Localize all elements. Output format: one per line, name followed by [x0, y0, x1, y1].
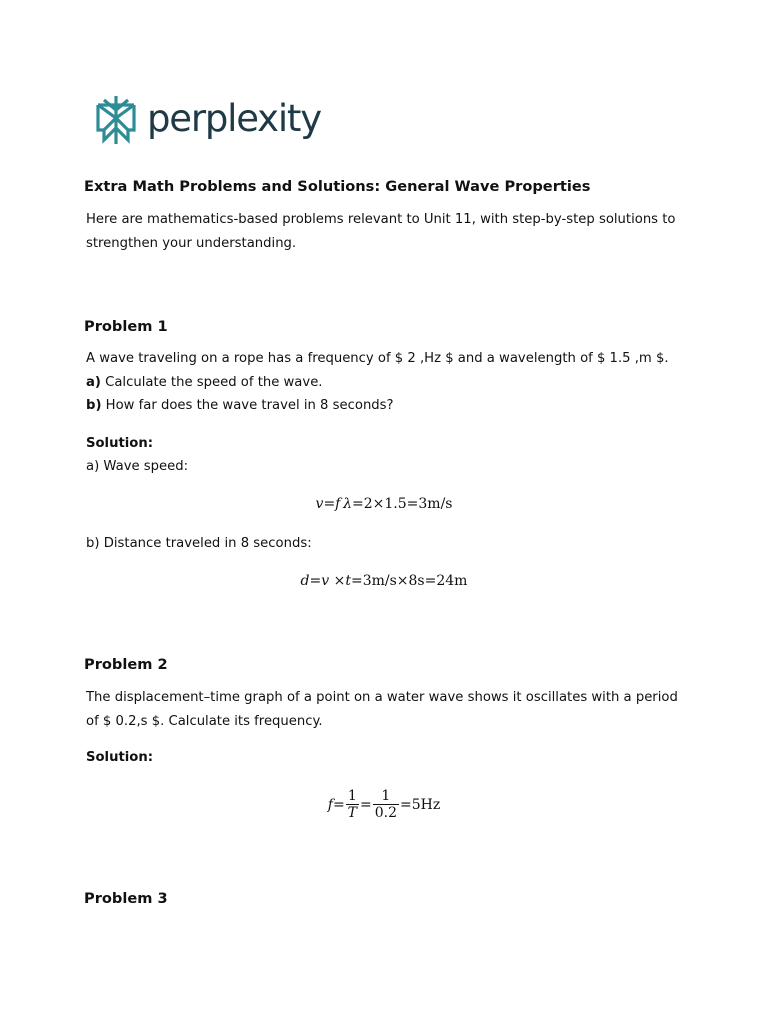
brand-wordmark: perplexity [147, 96, 321, 140]
problem-1-statement: A wave traveling on a rope has a frequency of $ 2 ,Hz $ and a wavelength of $ 1.5 ,m $. [86, 351, 669, 366]
problem-1-part-a [86, 375, 323, 390]
fraction-1-over-T: $\frac{1}{T}$ [347, 788, 358, 821]
intro-paragraph: Here are mathematics-based problems relevant to Unit 11, with step-by-step solutions to strengthen your understanding. [86, 212, 676, 251]
problem-1-solution-label: Solution: [86, 436, 154, 451]
problem-1-part-b [86, 398, 394, 413]
problem-2-statement: The displacement–time graph of a point on a water wave shows it oscillates with a period of $ 0.2,s $. Calculate its frequency. [86, 690, 678, 729]
equation-frequency: f = $\frac{1}{T}$ = $\frac{1}{0.2}$ =5Hz [327, 788, 441, 821]
part-b-text: How far does the wave travel in 8 seconds? [105, 398, 394, 413]
equation-wave-speed: v=f λ=2×1.5=3m/s [315, 496, 453, 512]
part-b-tag: b) [86, 398, 102, 413]
solution-b-text: b) Distance traveled in 8 seconds: [86, 536, 312, 551]
solution-a-text: a) Wave speed: [86, 459, 189, 474]
problem-2-heading: Problem 2 [84, 656, 168, 673]
equation-distance: d=v ×t=3m/s×8s=24m [300, 573, 468, 589]
perplexity-logo [94, 94, 321, 146]
part-a-tag: a) [86, 375, 101, 390]
problem-2-solution-label: Solution: [86, 750, 154, 765]
problem-1-heading: Problem 1 [84, 318, 168, 335]
fraction-1-over-0-2: $\frac{1}{0.2}$ [374, 788, 398, 821]
part-a-text: Calculate the speed of the wave. [105, 375, 323, 390]
page-title: Extra Math Problems and Solutions: General Wave Properties [84, 178, 591, 195]
perplexity-logo-icon [94, 94, 138, 146]
problem-3-heading: Problem 3 [84, 890, 168, 907]
